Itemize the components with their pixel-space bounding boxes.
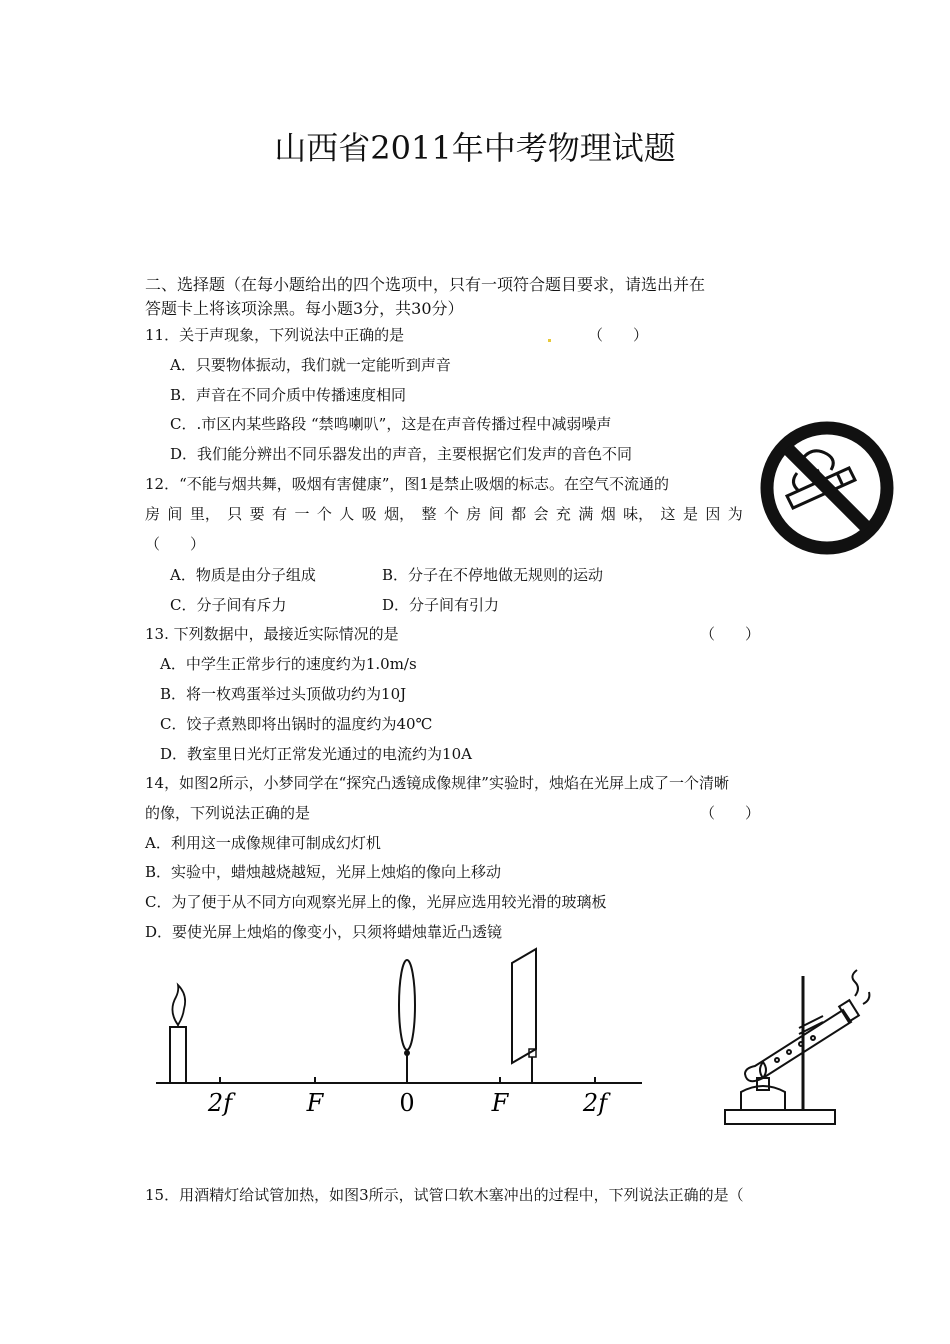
q14-line1: 14，如图2所示，小梦同学在“探究凸透镜成像规律”实验时，烛焰在光屏上成了一个清晰 bbox=[145, 774, 729, 792]
q12-line2-char: 个 bbox=[316, 505, 332, 523]
q14-answer-paren: （ ） bbox=[700, 804, 761, 822]
convex-lens bbox=[399, 960, 415, 1050]
candle bbox=[170, 1027, 186, 1083]
q12-line2-char: 会 bbox=[533, 505, 549, 523]
q12-line2-char: 这 bbox=[660, 505, 676, 523]
label-2f-left: 2f bbox=[207, 1089, 233, 1117]
q13-option-a: A．中学生正常步行的速度约为1.0m/s bbox=[160, 655, 417, 673]
q12-line2-char: 人 bbox=[339, 505, 355, 523]
q12-line2-char: 充 bbox=[555, 505, 571, 523]
q12-line2-char: 里， bbox=[189, 505, 220, 523]
q13-answer-paren: （ ） bbox=[700, 625, 761, 643]
label-origin: 0 bbox=[399, 1089, 415, 1117]
q14-option-a: A．利用这一成像规律可制成幻灯机 bbox=[145, 834, 381, 852]
label-2f-right: 2f bbox=[582, 1089, 608, 1117]
q12-option-b: B．分子在不停地做无规则的运动 bbox=[382, 566, 604, 584]
q14-option-b: B．实验中，蜡烛越烧越短，光屏上烛焰的像向上移动 bbox=[145, 863, 502, 881]
q13-option-b: B．将一枚鸡蛋举过头顶做功约为10J bbox=[160, 685, 407, 703]
q12-line2-char: 一 bbox=[294, 505, 310, 523]
q12-line2-char: 房 bbox=[466, 505, 482, 523]
q11-answer-paren: （ ） bbox=[588, 326, 649, 344]
q12-line2-char: 因 bbox=[705, 505, 721, 523]
q12-line2-char: 要 bbox=[249, 505, 265, 523]
q11-option-d: D．我们能分辨出不同乐器发出的声音，主要根据它们发声的音色不同 bbox=[170, 445, 633, 463]
q12-line2-char: 烟， bbox=[384, 505, 415, 523]
optical-bench-diagram bbox=[150, 945, 650, 1120]
q12-line2-char: 整 bbox=[421, 505, 437, 523]
q12-line2-char: 满 bbox=[578, 505, 594, 523]
label-f-right: F bbox=[491, 1089, 509, 1117]
q15-stem: 15．用酒精灯给试管加热，如图3所示，试管口软木塞冲出的过程中，下列说法正确的是（ bbox=[145, 1186, 744, 1204]
section-heading-line1: 二、选择题（在每小题给出的四个选项中，只有一项符合题目要求，请选出并在 bbox=[145, 275, 706, 294]
page-title: 山西省2011年中考物理试题 bbox=[274, 129, 676, 167]
q12-line2-char: 个 bbox=[443, 505, 459, 523]
label-f-left: F bbox=[306, 1089, 324, 1117]
q14-option-d: D．要使光屏上烛焰的像变小，只须将蜡烛靠近凸透镜 bbox=[145, 923, 503, 941]
q12-option-a: A．物质是由分子组成 bbox=[170, 566, 316, 584]
light-screen bbox=[512, 949, 536, 1063]
q11-option-b: B．声音在不同介质中传播速度相同 bbox=[170, 386, 407, 404]
q13-stem: 13. 下列数据中，最接近实际情况的是 bbox=[145, 625, 399, 643]
q11-option-a: A．只要物体振动，我们就一定能听到声音 bbox=[170, 356, 451, 374]
q12-line2-char: 房 bbox=[145, 505, 161, 523]
q12-line2-char: 味， bbox=[623, 505, 654, 523]
q11-stem: 11．关于声现象，下列说法中正确的是 bbox=[145, 326, 405, 344]
section-heading-line2: 答题卡上将该项涂黑。每小题3分，共30分） bbox=[145, 299, 464, 318]
flame-icon bbox=[172, 985, 185, 1025]
q14-option-c: C．为了便于从不同方向观察光屏上的像，光屏应选用较光滑的玻璃板 bbox=[145, 893, 607, 911]
test-tube-heating-diagram bbox=[715, 968, 875, 1133]
q12-option-c: C．分子间有斥力 bbox=[170, 596, 287, 614]
q12-line2-char: 吸 bbox=[361, 505, 377, 523]
q12-line2-char: 是 bbox=[682, 505, 698, 523]
q12-option-d: D．分子间有引力 bbox=[382, 596, 500, 614]
q13-option-c: C．饺子煮熟即将出锅时的温度约为40℃ bbox=[160, 715, 433, 733]
q12-line2-char: 为 bbox=[727, 505, 743, 523]
q11-option-c: C．.市区内某些路段 “禁鸣喇叭”，这是在声音传播过程中减弱噪声 bbox=[170, 415, 612, 433]
q12-line2-char: 间 bbox=[167, 505, 183, 523]
q14-line2: 的像，下列说法正确的是 bbox=[145, 804, 311, 822]
q12-line2-char: 间 bbox=[488, 505, 504, 523]
q12-line2 bbox=[145, 504, 743, 524]
q12-line1: 12．“不能与烟共舞，吸烟有害健康”，图1是禁止吸烟的标志。在空气不流通的 bbox=[145, 475, 669, 493]
stray-mark bbox=[548, 339, 551, 342]
no-smoking-icon bbox=[757, 418, 897, 558]
q12-line2-char: 有 bbox=[272, 505, 288, 523]
q12-line2-char: 都 bbox=[511, 505, 527, 523]
q12-answer-paren: （ ） bbox=[145, 535, 206, 553]
q12-line2-char: 烟 bbox=[600, 505, 616, 523]
q13-option-d: D．教室里日光灯正常发光通过的电流约为10A bbox=[160, 745, 472, 763]
q12-line2-char: 只 bbox=[227, 505, 243, 523]
